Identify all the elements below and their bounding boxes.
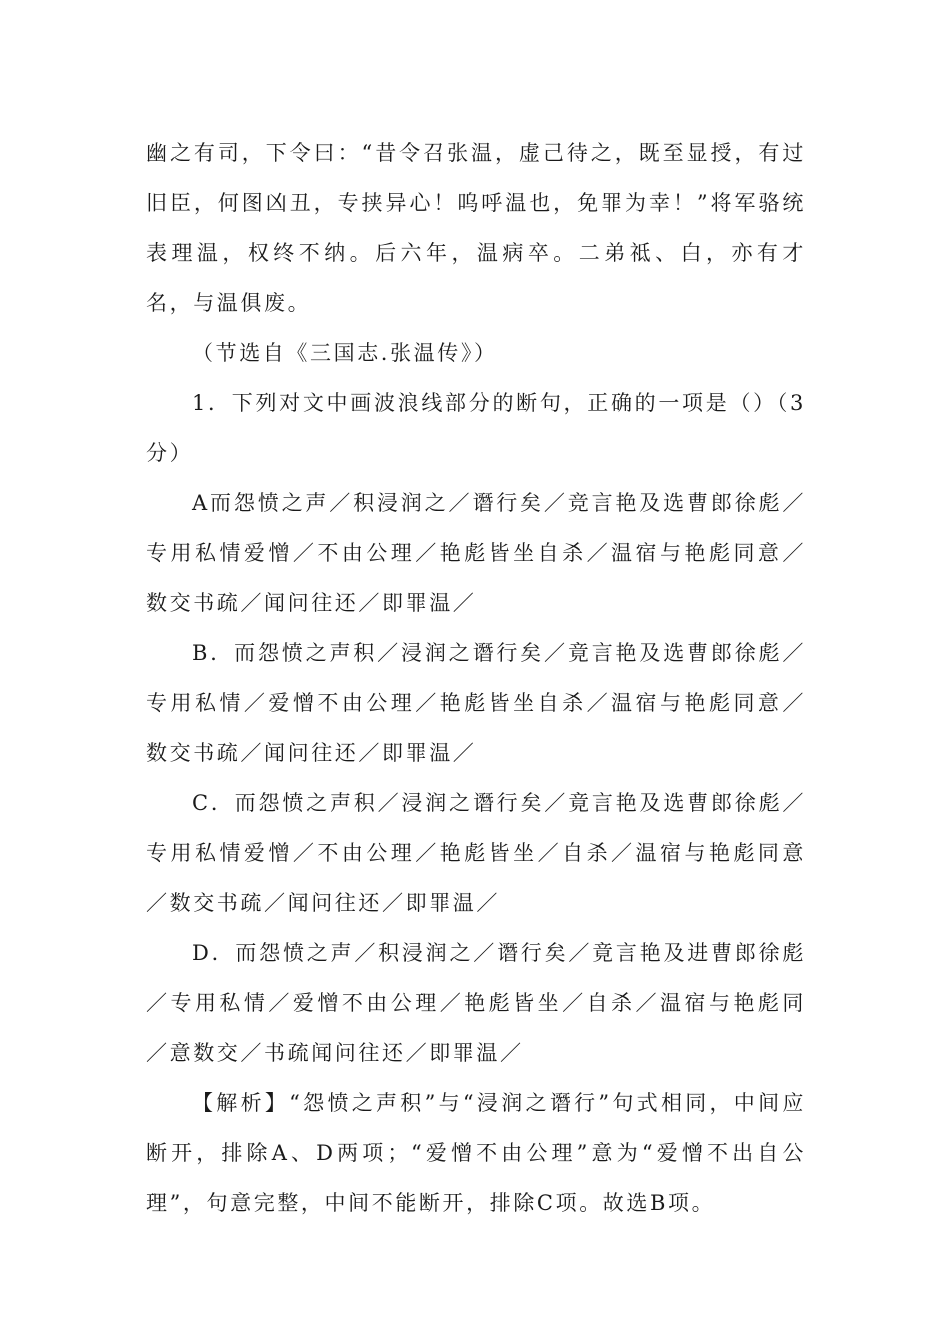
passage-continuation: 幽之有司，下令曰：“昔令召张温，虚己待之，既至显授，有过旧臣，何图凶丑，专挟异心！呜呼温也，免罪为幸！”将军骆统表理温，权终不纳。后六年，温病卒。二弟祗、白，亦有才名，与温俱废。: [146, 141, 806, 315]
document-body: [146, 128, 806, 1228]
option-c: C．而怨愤之声积／浸润之谮行矣／竟言艳及选曹郎徐彪／专用私情爱憎／不由公理／艳彪皆坐／自杀／温宿与艳彪同意／数交书疏／闻问往还／即罪温／: [146, 791, 806, 915]
option-d: D．而怨愤之声／积浸润之／谮行矣／竟言艳及进曹郎徐彪／专用私情／爱憎不由公理／艳彪皆坐／自杀／温宿与艳彪同／意数交／书疏闻问往还／即罪温／: [146, 941, 806, 1065]
passage-source: （节选自《三国志.张温传》）: [192, 341, 498, 365]
analysis-text: 【解析】“怨愤之声积”与“浸润之谮行”句式相同，中间应断开，排除A、D两项；“爱憎不由公理”意为“爱憎不出自公理”，句意完整，中间不能断开，排除C项。故选B项。: [146, 1091, 806, 1215]
question-stem: 1．下列对文中画波浪线部分的断句，正确的一项是（）（3分）: [146, 391, 806, 465]
option-a: A而怨愤之声／积浸润之／谮行矣／竞言艳及选曹郎徐彪／专用私情爱憎／不由公理／艳彪皆坐自杀／温宿与艳彪同意／数交书疏／闻问往还／即罪温／: [146, 491, 806, 615]
option-b: B．而怨愤之声积／浸润之谮行矣／竟言艳及选曹郎徐彪／专用私情／爱憎不由公理／艳彪皆坐自杀／温宿与艳彪同意／数交书疏／闻问往还／即罪温／: [146, 641, 806, 765]
